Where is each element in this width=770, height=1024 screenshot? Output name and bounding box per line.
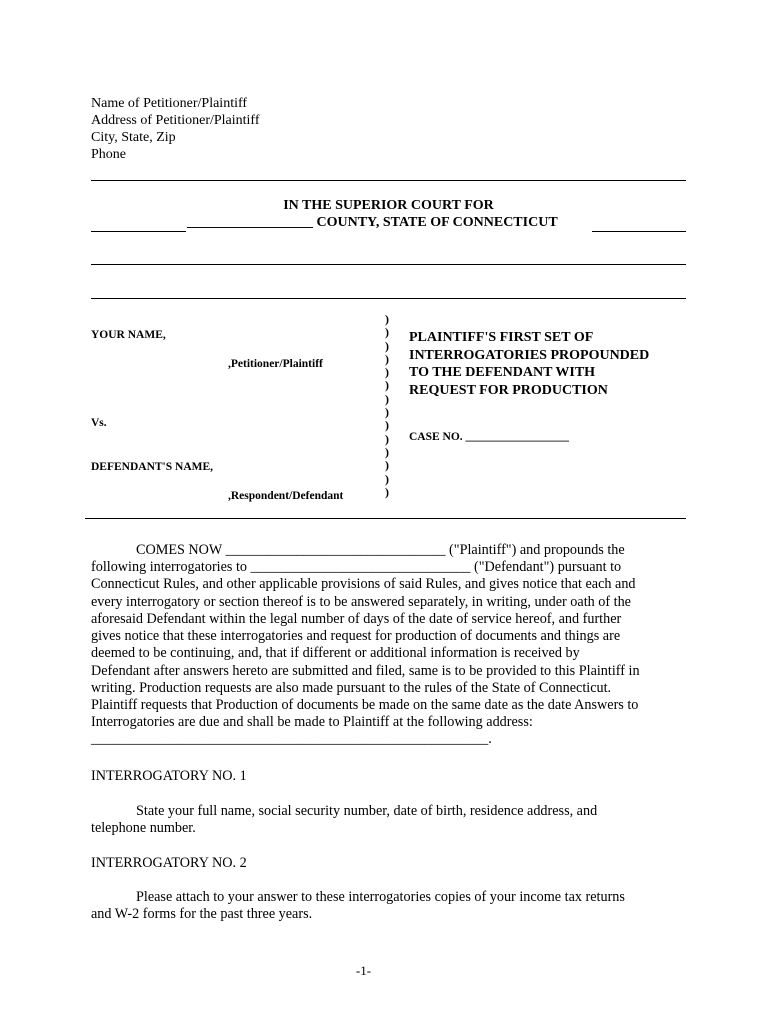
caption-paren: ) — [385, 325, 389, 340]
intro-line: COMES NOW _______________________________ ("Plaintiff") and propounds the — [136, 542, 625, 558]
city-state-zip-line: City, State, Zip — [91, 130, 176, 145]
intro-line: Connecticut Rules, and other applicable provisions of said Rules, and gives notice that each and — [91, 576, 636, 592]
caption-paren: ) — [385, 338, 389, 353]
intro-line: Interrogatories are due and shall be made to Plaintiff at the following address: — [91, 714, 533, 730]
caption-paren: ) — [385, 431, 389, 446]
intro-line: every interrogatory or section thereof is to be answered separately, in writing, under oath of the — [91, 594, 631, 610]
intro-line: writing. Production requests are also made pursuant to the rules of the State of Connecticut. — [91, 680, 612, 696]
document-title-line: TO THE DEFENDANT WITH — [409, 365, 596, 380]
court-title: IN THE SUPERIOR COURT FOR — [283, 198, 494, 213]
intro-line: deemed to be continuing, and, that if different or additional information is received by — [91, 645, 580, 661]
interrogatory-heading: INTERROGATORY NO. 2 — [91, 855, 247, 871]
caption-paren: ) — [385, 484, 389, 499]
blank-divider-2 — [91, 298, 686, 299]
versus-label: Vs. — [91, 417, 107, 429]
petitioner-address-line: Address of Petitioner/Plaintiff — [91, 113, 260, 128]
petitioner-name-line: Name of Petitioner/Plaintiff — [91, 96, 248, 111]
defendant-name-label: DEFENDANT'S NAME, — [91, 461, 214, 473]
case-number-field: CASE NO. __________________ — [409, 431, 570, 443]
your-name-label: YOUR NAME, — [91, 329, 166, 341]
document-title — [409, 329, 649, 399]
caption-paren: ) — [385, 458, 389, 473]
intro-line: Plaintiff requests that Production of documents be made on the same date as the date Answers to — [91, 697, 639, 713]
caption-paren: ) — [385, 312, 389, 326]
interrogatory-text-line: telephone number. — [91, 820, 196, 836]
document-title-line: INTERROGATORIES PROPOUNDED — [409, 347, 650, 363]
document-title-line: PLAINTIFF'S FIRST SET OF — [409, 330, 594, 345]
interrogatory-text-line: and W-2 forms for the past three years. — [91, 906, 313, 922]
interrogatory-text-line: Please attach to your answer to these interrogatories copies of your income tax returns — [136, 889, 625, 905]
caption-paren: ) — [385, 365, 389, 380]
header-divider — [91, 180, 686, 181]
phone-line: Phone — [91, 147, 126, 162]
blank-divider-1 — [91, 264, 686, 265]
interrogatory-text-line: State your full name, social security number, date of birth, residence address, and — [136, 803, 598, 819]
page-number: -1- — [355, 963, 372, 978]
caption-paren: ) — [385, 351, 389, 366]
intro-line: Defendant after answers hereto are submitted and filed, same is to be provided to this Plaintiff in — [91, 663, 640, 679]
court-county-line: __________________ COUNTY, STATE OF CONNECTICUT — [187, 215, 558, 230]
respondent-defendant-label: ,Respondent/Defendant — [228, 490, 344, 502]
document-title-line: REQUEST FOR PRODUCTION — [409, 382, 608, 398]
intro-line: gives notice that these interrogatories and request for production of documents and things are — [91, 628, 621, 644]
caption-paren: ) — [385, 444, 389, 459]
caption-paren: ) — [385, 391, 389, 406]
caption-paren: ) — [385, 471, 389, 486]
interrogatory-heading: INTERROGATORY NO. 1 — [91, 768, 247, 784]
court-underline-left — [91, 231, 186, 232]
caption-paren: ) — [385, 405, 389, 420]
court-underline-right — [592, 231, 686, 232]
petitioner-plaintiff-label: ,Petitioner/Plaintiff — [228, 358, 323, 370]
address-blank-line: ________________________________________________________. — [91, 731, 492, 747]
caption-paren-column — [385, 313, 395, 499]
caption-paren: ) — [385, 418, 389, 433]
intro-line: following interrogatories to _______________________________ ("Defendant") pursuant to — [91, 559, 622, 575]
caption-divider — [85, 518, 686, 519]
caption-paren: ) — [385, 378, 389, 393]
intro-line: aforesaid Defendant within the legal number of days of the date of service hereof, and further — [91, 611, 622, 627]
